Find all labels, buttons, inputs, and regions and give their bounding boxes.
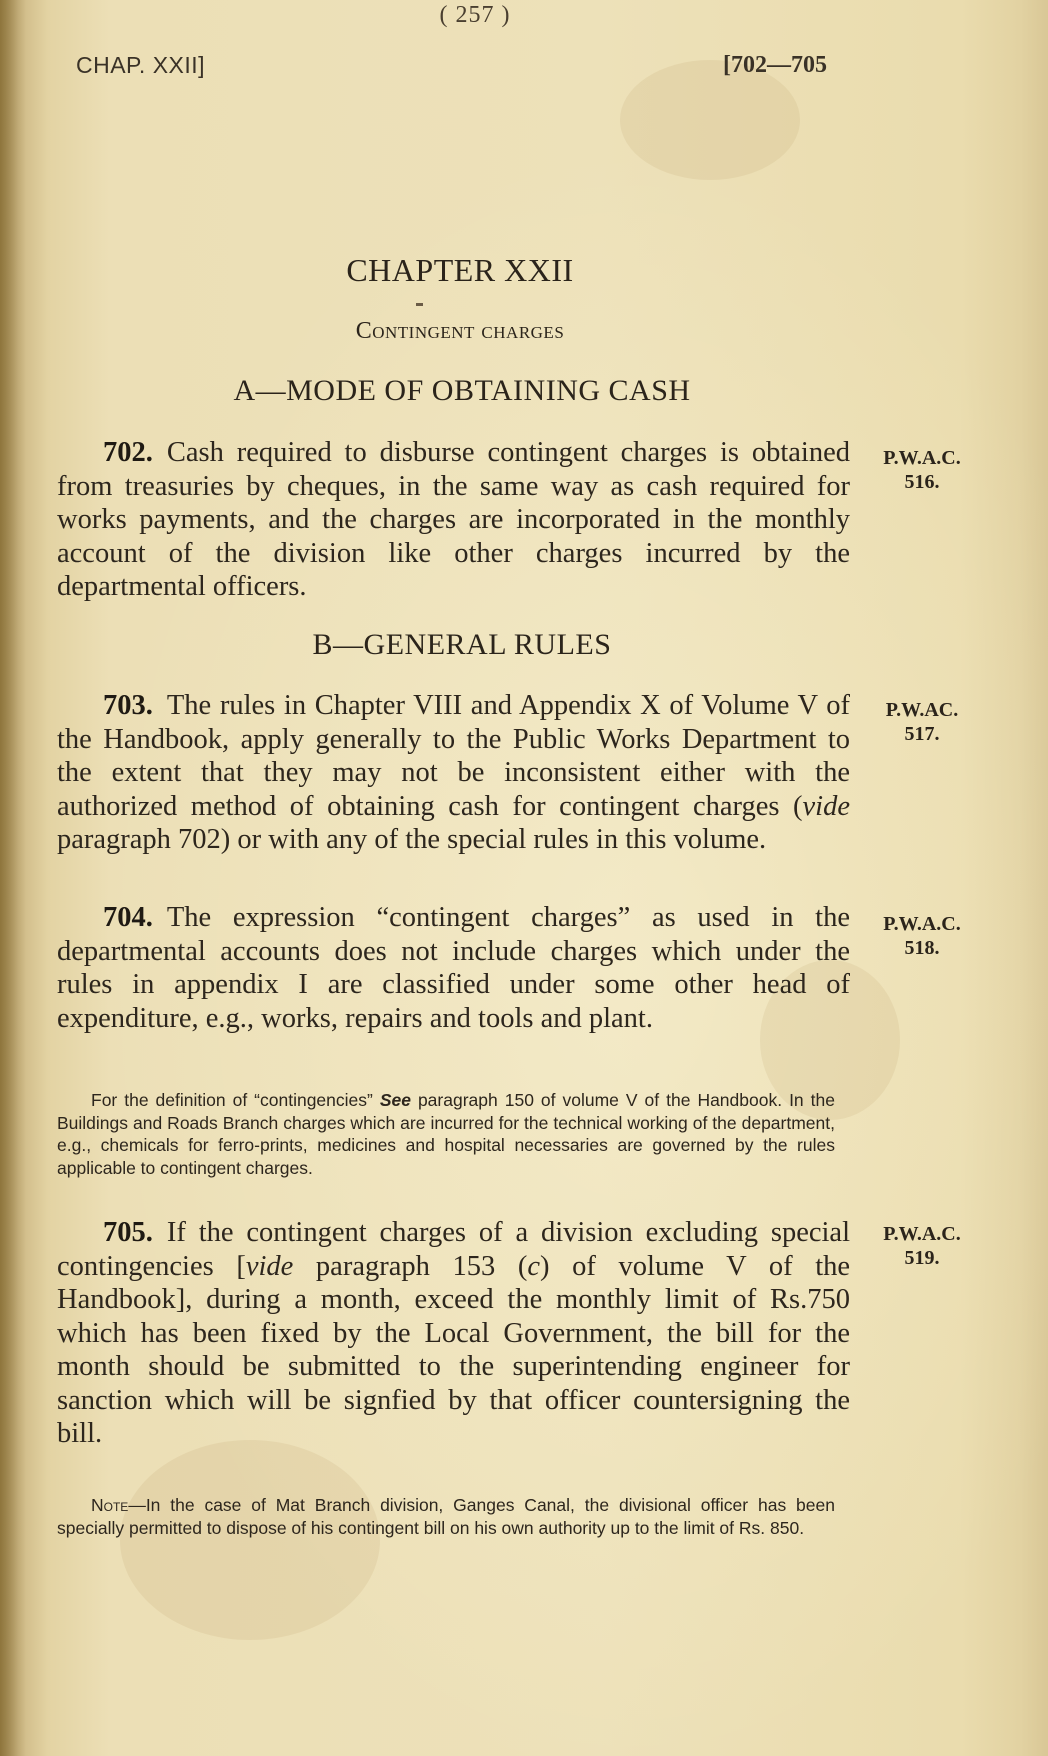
margin-ref-number: 518. bbox=[904, 937, 940, 959]
note-label: Note bbox=[91, 1495, 129, 1515]
paragraph-number: 703. bbox=[103, 690, 153, 721]
paragraph-text-italic: vide bbox=[802, 790, 850, 822]
note-text-italic: See bbox=[379, 1090, 411, 1110]
chapter-divider bbox=[416, 303, 423, 306]
paragraph-text: Cash required to disburse contingent charges is obtained from treasuries by cheques, in the same way as cash required for works payments, and the charges are incorporated in the monthly account of the division like other charges incurred by the departmental officers. bbox=[57, 437, 850, 602]
paragraph-705 bbox=[57, 1216, 850, 1451]
paragraph-number: 704. bbox=[103, 902, 153, 933]
margin-reference-702 bbox=[862, 446, 982, 494]
margin-ref-label: P.W.A.C. bbox=[883, 1223, 961, 1245]
paragraph-704 bbox=[57, 901, 850, 1035]
running-head-paragraphs: [702—705 bbox=[723, 52, 827, 78]
note-text: —In the case of Mat Branch division, Ganges Canal, the divisional officer has been specially permitted to dispose of his contingent bill on his own authority up to the limit of Rs. 850. bbox=[57, 1495, 835, 1538]
margin-ref-label: P.W.AC. bbox=[885, 699, 959, 721]
paragraph-text: paragraph 702) or with any of the special rules in this volume. bbox=[57, 824, 767, 855]
paper-stain bbox=[120, 1440, 380, 1640]
running-head-chapter: CHAP. XXII] bbox=[76, 52, 206, 78]
paragraph-text: paragraph 153 ( bbox=[293, 1250, 528, 1282]
paragraph-text: The expression “contingent charges” as used in the departmental accounts does not include charges which under the rules in appendix I are classified under some other head of expenditure, e.g., works, repairs and tools and plant. bbox=[57, 902, 850, 1034]
paragraph-703 bbox=[57, 689, 850, 857]
paragraph-text: If the contingent charges of a division excluding special contingencies [ bbox=[57, 1217, 850, 1282]
section-heading-b: B—GENERAL RULES bbox=[312, 628, 612, 661]
footnote-mat-branch bbox=[57, 1494, 835, 1539]
page-number: ( 257 ) bbox=[439, 2, 511, 28]
chapter-title: CHAPTER XXII bbox=[346, 252, 574, 288]
chapter-subtitle: Contingent charges bbox=[355, 318, 565, 344]
paragraph-text-italic: vide bbox=[245, 1250, 294, 1282]
section-heading-a: A—MODE OF OBTAINING CASH bbox=[233, 374, 691, 407]
margin-reference-703 bbox=[862, 698, 982, 746]
margin-ref-number: 519. bbox=[904, 1247, 940, 1269]
margin-reference-704 bbox=[862, 912, 982, 960]
margin-ref-number: 516. bbox=[904, 471, 940, 493]
paragraph-number: 705. bbox=[103, 1217, 153, 1248]
margin-ref-label: P.W.A.C. bbox=[883, 913, 961, 935]
paragraph-number: 702. bbox=[103, 437, 153, 468]
note-text: paragraph 150 of volume V of the Handbook. In the Buildings and Roads Branch charges which are incurred for the technical working of the department, e.g., chemicals for ferro-prints, medicines and hospital necessaries are governed by the rules applicable to contingent charges. bbox=[57, 1090, 835, 1178]
paragraph-text: The rules in Chapter VIII and Appendix X of Volume V of the Handbook, apply generally to the Public Works Department to the extent that they may not be inconsistent either with the authorized method of obtaining cash for contingent charges ( bbox=[57, 690, 850, 822]
margin-ref-label: P.W.A.C. bbox=[883, 447, 961, 469]
paragraph-text-italic: c bbox=[527, 1250, 541, 1282]
footnote-contingencies bbox=[57, 1089, 835, 1179]
note-text: For the definition of “contingencies” bbox=[91, 1090, 380, 1110]
margin-reference-705 bbox=[862, 1222, 982, 1270]
paragraph-text: ) of volume V of the Handbook], during a month, exceed the monthly limit of Rs.750 which has been fixed by the Local Government, the bill for the month should be submitted to the superintending engineer for sanction which will be signfied by that officer countersigning the bill. bbox=[57, 1250, 851, 1449]
paragraph-702 bbox=[57, 436, 850, 604]
margin-ref-number: 517. bbox=[904, 723, 940, 745]
